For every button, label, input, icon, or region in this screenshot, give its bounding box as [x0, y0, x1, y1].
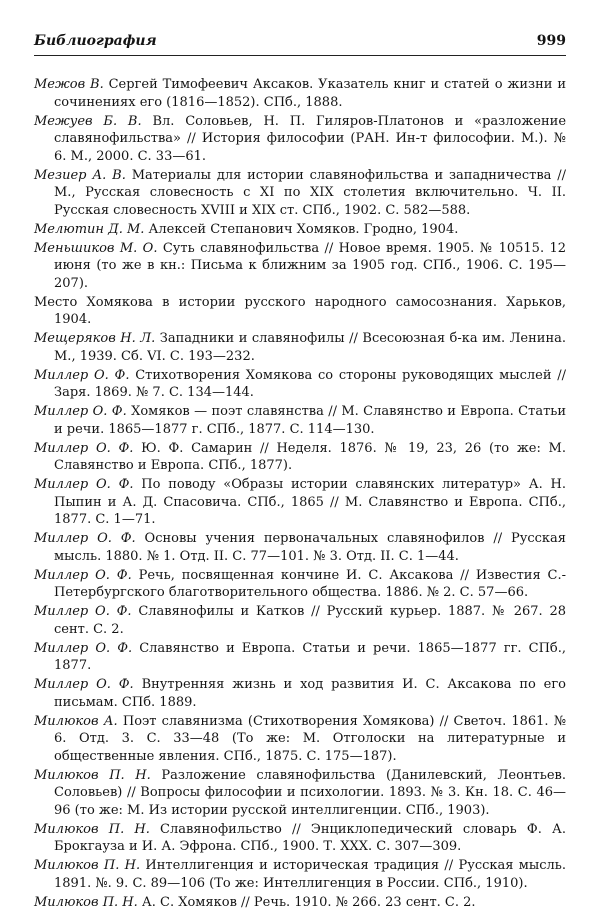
entry-author: Миллер О. Ф. [34, 531, 136, 546]
entry-text: А. С. Хомяков // Речь. 1910. № 266. 23 сент. С. 2. [137, 894, 476, 910]
entry-text: Поэт славянизма (Стихотворения Хомякова) // Светоч. 1861. № 6. Отд. 3. С. 33—48 (То же: М. Отголоски на литературные и общественные явления. СПб., 1875. С. 175—187). [54, 713, 567, 764]
bibliography-entry [34, 567, 566, 602]
entry-author: Милюков П. Н. [34, 767, 151, 783]
entry-author: Милюков П. Н. [34, 821, 150, 837]
bibliography-entry [34, 240, 566, 293]
running-title: Библиография [34, 33, 157, 49]
entry-author: Меньшиков М. О. [34, 240, 158, 256]
entry-author: Миллер О. Ф. [34, 604, 132, 619]
page-number: 999 [536, 33, 566, 49]
bibliography-entry [34, 330, 566, 365]
entry-author: Мещеряков Н. Л. [34, 331, 156, 346]
bibliography-entry [34, 676, 566, 711]
entry-text: Алексей Степанович Хомяков. Гродно, 1904. [144, 221, 459, 237]
entry-author: Миллер О. Ф. [34, 440, 134, 456]
bibliography-entry [34, 530, 566, 565]
entry-author: Милюков П. Н. [34, 858, 141, 873]
bibliography-entry [34, 167, 566, 220]
entry-author: Межов В. [34, 77, 104, 92]
entry-author: Миллер О. Ф. [34, 367, 130, 383]
entry-author: Миллер О. Ф. [34, 677, 134, 692]
bibliography-list [34, 76, 566, 913]
entry-author: Милюков А. [34, 713, 118, 729]
entry-author: Мезиер А. В. [34, 167, 126, 183]
entry-text: Сергей Тимофеевич Аксаков. Указатель книг и статей о жизни и сочинениях его (1816—1852). СПб., 1888. [54, 77, 566, 110]
bibliography-entry [34, 403, 566, 438]
bibliography-entry [34, 821, 566, 856]
entry-text: Интеллигенция и историческая традиция // Русская мысль. 1891. №. 9. С. 89—106 (То же: Интеллигенция в России. СПб., 1910). [54, 858, 567, 891]
bibliography-entry [34, 767, 566, 820]
entry-text: Вл. Соловьев, Н. П. Гиляров-Платонов и «разложение славянофильства» // История философии (РАН. Ин-т философии. М.). № 6. М., 2000. С. 33—61. [54, 113, 567, 164]
entry-text: Славянофилы и Катков // Русский курьер. 1887. № 267. 28 сент. С. 2. [54, 604, 567, 637]
bibliography-entry [34, 221, 566, 239]
bibliography-entry [34, 440, 566, 475]
entry-text: Стихотворения Хомякова со стороны руководящих мыслей // Заря. 1869. № 7. С. 134—144. [54, 367, 566, 400]
entry-author: Миллер О. Ф. [34, 567, 132, 583]
entry-text: Славянофильство // Энциклопедический словарь Ф. А. Брокгауза и И. А. Эфрона. СПб., 1900. Т. XXX. С. 307—309. [54, 821, 566, 854]
entry-author: Миллер О. Ф. [34, 477, 134, 492]
entry-author: Миллер О. Ф. [34, 404, 127, 419]
entry-text: Материалы для истории славянофильства и западничества // М., Русская словесность с XI по XIX столетия включительно. Ч. II. Русская словесность XVIII и XIX ст. СПб., 1902. С. 582—588. [54, 167, 566, 218]
entry-author: Миллер О. Ф. [34, 640, 133, 656]
bibliography-entry [34, 476, 566, 529]
bibliography-entry [34, 894, 566, 912]
entry-author: Мелютин Д. М. [34, 221, 145, 237]
bibliography-entry [34, 367, 566, 402]
entry-text: По поводу «Образы истории славянских литератур» А. Н. Пыпин и А. Д. Спасовича. СПб., 1865 // М. Славянство и Европа. СПб., 1877. С. 1—71. [54, 477, 566, 527]
entry-author: Межуев Б. В. [34, 113, 142, 129]
bibliography-entry [34, 640, 566, 675]
entry-text: Внутренняя жизнь и ход развития И. С. Аксакова по его письмам. СПб. 1889. [54, 677, 567, 710]
bibliography-entry [34, 113, 566, 166]
entry-text: Речь, посвященная кончине И. С. Аксакова // Известия С.-Петербургского благотворительного общества. 1886. № 2. С. 57—66. [54, 567, 566, 600]
running-header [34, 31, 566, 56]
bibliography-entry [34, 76, 566, 111]
bibliography-entry [34, 603, 566, 638]
entry-text: Западники и славянофилы // Всесоюзная б-ка им. Ленина. М., 1939. Сб. VI. С. 193—232. [54, 331, 567, 364]
bibliography-entry [34, 857, 566, 892]
entry-text: Славянство и Европа. Статьи и речи. 1865—1877 гг. СПб., 1877. [54, 640, 567, 673]
entry-text: Разложение славянофильства (Данилевский, Леонтьев. Соловьев) // Вопросы философии и психологии. 1893. № 3. Кн. 18. С. 46—96 (то же: М. Из истории русской интеллигенции. СПб., 1903). [54, 767, 567, 818]
entry-text: Хомяков — поэт славянства // М. Славянство и Европа. Статьи и речи. 1865—1877 г. СПб., 1877. С. 114—130. [54, 404, 567, 437]
bibliography-entry [34, 713, 566, 766]
entry-text: Основы учения первоначальных славянофилов // Русская мысль. 1880. № 1. Отд. II. С. 77—101. № 3. Отд. II. С. 1—44. [54, 531, 566, 564]
entry-text: Ю. Ф. Самарин // Неделя. 1876. № 19, 23, 26 (то же: М. Славянство и Европа. СПб., 1877). [54, 440, 566, 473]
entry-text: Суть славянофильства // Новое время. 1905. № 10515. 12 июня (то же в кн.: Письма к ближним за 1905 год. СПб., 1906. С. 195—207). [54, 240, 566, 291]
entry-text: Место Хомякова в истории русского народного самосознания. Харьков, 1904. [34, 294, 566, 327]
bibliography-entry [34, 294, 566, 329]
entry-author: Милюков П. Н. [34, 894, 138, 910]
